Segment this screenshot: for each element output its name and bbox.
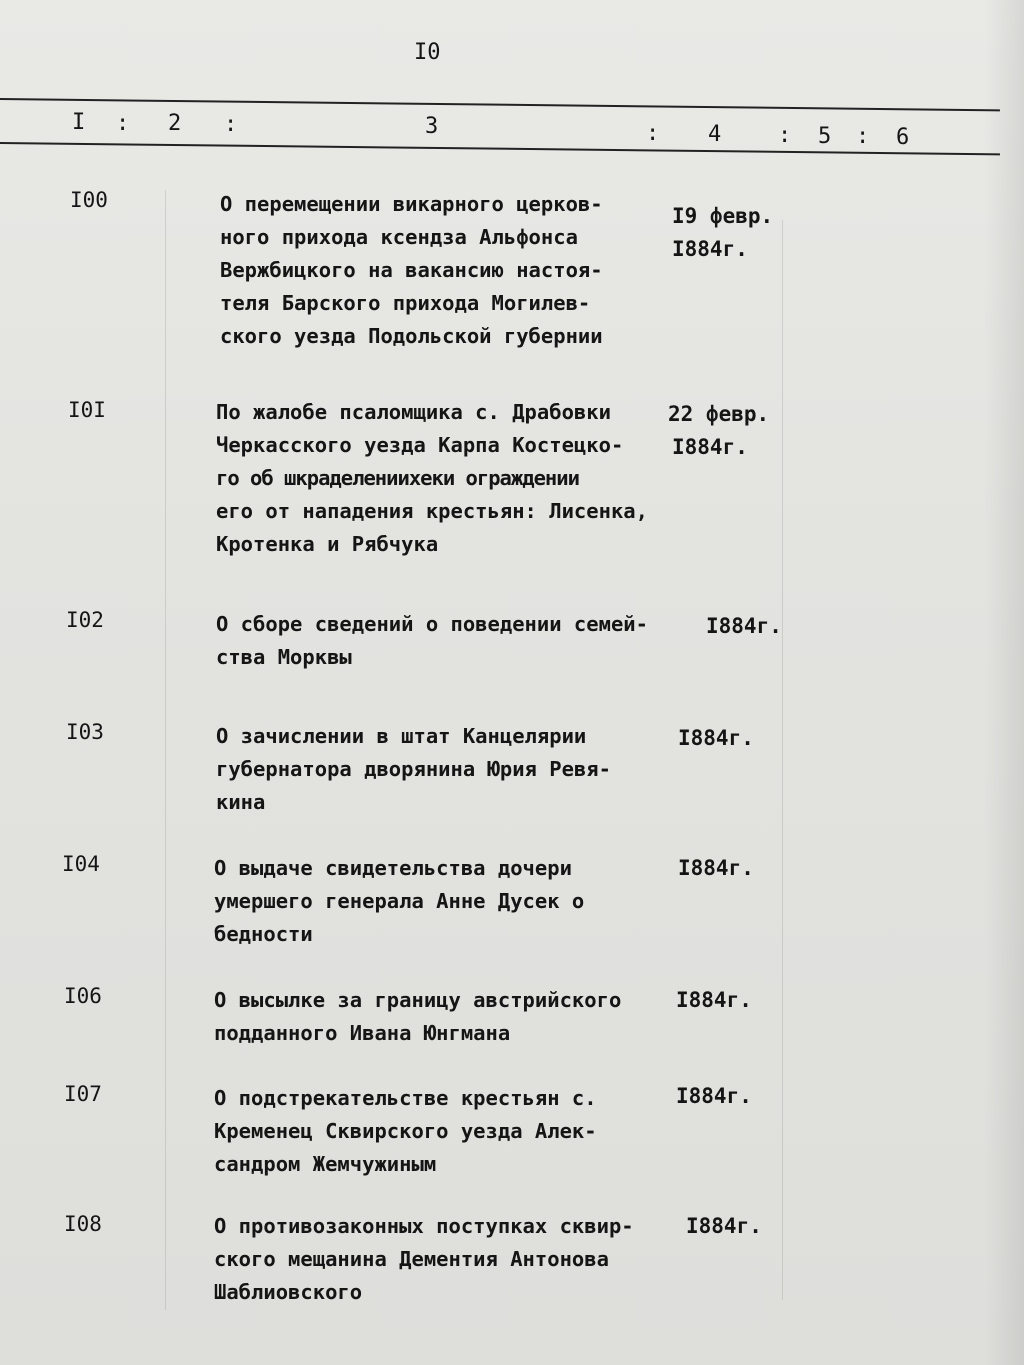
entry-description [214,852,584,951]
entry-line: теля Барского прихода Могилев- [220,291,591,315]
entry-date-line: I884г. [678,726,754,750]
entry-line: О зачислении в штат Канцелярии [216,724,587,748]
entry-date-line: 22 февр. [668,402,770,426]
page-number: I0 [414,40,441,65]
entry-date-line: I884г. [676,988,752,1012]
entry-line: губернатора дворянина Юрия Ревя- [216,757,611,781]
entry-date [668,398,769,464]
column-separator: : [224,112,238,137]
column-separator: : [856,124,870,149]
entry-line: О сборе сведений о поведении семей- [216,612,648,636]
entry-date-line: I884г. [672,435,748,459]
entry-description [214,984,621,1050]
entry-date [678,852,754,885]
faint-column-line [782,220,783,1300]
entry-description [214,1082,597,1181]
entry-line: сандром Жемчужиным [214,1152,437,1176]
entry-number: I03 [66,720,104,744]
entry-date [676,1080,752,1113]
column-header-4: 4 [708,122,722,147]
entry-line: ства Морквы [216,645,352,669]
entry-date-line: I884г. [676,1084,752,1108]
entry-number: I08 [64,1212,102,1236]
entry-line: его от нападения крестьян: Лисенка, [216,499,648,523]
entry-line: ского мещанина Дементия Антонова [214,1247,609,1271]
column-separator: : [116,111,130,136]
header-top-rule [0,98,1000,111]
faint-column-line [165,190,166,1310]
entry-line: бедности [214,922,313,946]
column-header-3: 3 [425,114,439,139]
entry-line: ного прихода ксендза Альфонса [220,225,578,249]
entry-line: О выдаче свидетельства дочери [214,856,572,880]
entry-date-line: I884г. [706,614,782,638]
entry-line: По жалобе псаломщика с. Драбовки [216,400,611,424]
entry-line: Кременец Сквирского уезда Алек- [214,1119,597,1143]
entry-line: О перемещении викарного церков- [220,192,603,216]
entry-line: умершего генерала Анне Дусек о [214,889,585,913]
entry-line: подданного Ивана Юнгмана [214,1021,511,1045]
column-header-5: 5 [818,124,832,149]
entry-date [706,610,782,643]
column-header-1: I [72,110,86,135]
entry-description [216,720,611,819]
entry-line: Вержбицкого на вакансию настоя- [220,258,603,282]
entry-number: I04 [62,852,100,876]
entry-number: I06 [64,984,102,1008]
entry-date [686,1210,762,1243]
entry-line: Черкасского уезда Карпа Костецко- [216,433,624,457]
entry-date-line: I9 февр. [672,204,774,228]
entry-date [672,200,773,266]
entry-line: О высылке за границу австрийского [214,988,622,1012]
entry-number: I0I [68,398,106,422]
entry-line: го об шкраделениихеки ограждении [216,466,579,490]
entry-line: О подстрекательстве крестьян с. [214,1086,597,1110]
entry-description [216,396,648,561]
entry-line: О противозаконных поступках сквир- [214,1214,634,1238]
column-header-6: 6 [896,125,910,150]
column-header-2: 2 [168,111,182,136]
entry-description [214,1210,634,1309]
entry-line: Кротенка и Рябчука [216,532,439,556]
entry-line: ского уезда Подольской губернии [220,324,603,348]
entry-date-line: I884г. [686,1214,762,1238]
entry-date-line: I884г. [678,856,754,880]
entry-description [220,188,603,353]
entry-number: I00 [70,188,108,212]
entry-description [216,608,648,674]
column-separator: : [778,123,792,148]
column-separator: : [646,121,660,146]
entry-date [676,984,752,1017]
entry-line: кина [216,790,266,814]
entry-date [678,722,754,755]
entry-number: I07 [64,1082,102,1106]
entry-number: I02 [66,608,104,632]
header-bottom-rule [0,142,1000,155]
entry-date-line: I884г. [672,237,748,261]
entry-line: Шаблиовского [214,1280,363,1304]
